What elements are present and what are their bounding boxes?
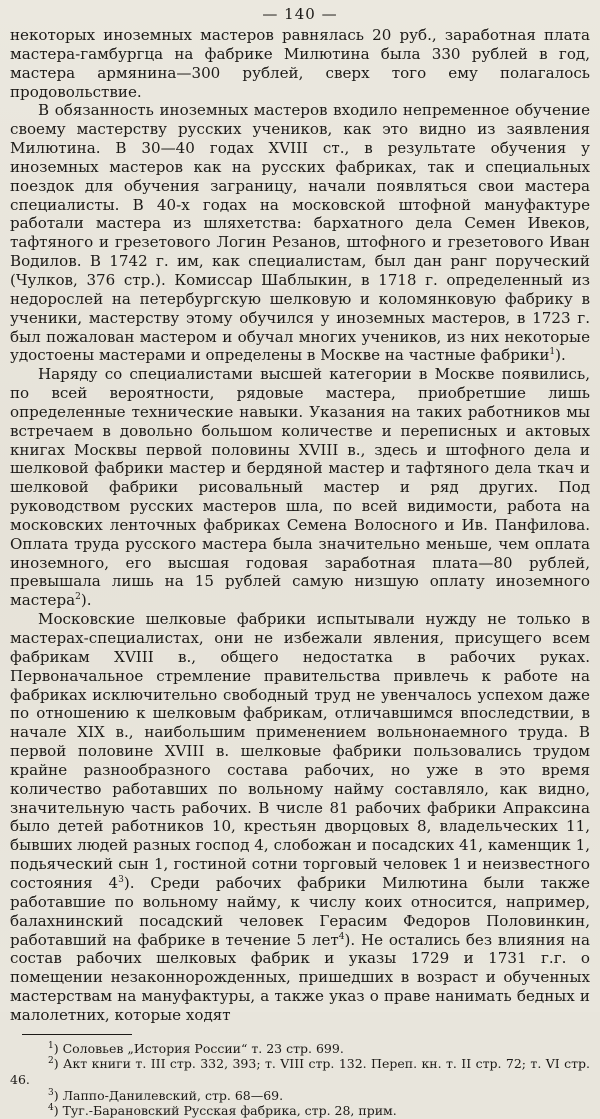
footnotes xyxy=(10,1041,590,1119)
footnote-2-text: ) Акт книги т. III стр. 332, 393; т. VIII стр. 132. Переп. кн. т. II стр. 72; т. VI стр. 46. xyxy=(10,1056,590,1087)
footnote-ref-2: 2 xyxy=(75,592,81,603)
paragraph-3-end: ). xyxy=(80,591,92,610)
footnote-2-mark: 2 xyxy=(48,1056,54,1067)
footnote-1-mark: 1 xyxy=(48,1040,54,1051)
footnote-3-text: ) Лаппо-Данилевский, стр. 68—69. xyxy=(53,1087,284,1103)
footnote-ref-3: 3 xyxy=(118,874,124,885)
footnote-ref-4: 4 xyxy=(338,931,345,942)
footnote-ref-1: 1 xyxy=(549,347,556,358)
paragraph-3-text: Наряду со специалистами высшей категории в Москве появились, по всей вероятности, рядовые мастера, приобретшие лишь определенные технические навыки. Указания на таких работников мы встречаем в довольно большом количестве и переписных и актовых книгах Москвы первой половины XVIII в., здесь и штофного дела и шелковой фабрики мастер и бердяной мастер и тафтяного дела ткач и шелковой фабрики рисовальный мастер и ряд других. Под руководством русских мастеров шла, по всей видимости, работа на московских ленточных фабриках Семена Волосного и Ив. Панфилова. Оплата труда русского мастера была значительно меньше, чем оплата иноземного, его высшая годовая заработная плата—80 рублей, превышала лишь на 15 рублей самую низшую оплату иноземного мастера xyxy=(10,365,590,610)
paragraph-3 xyxy=(10,365,590,610)
paragraph-4-end: ). Не остались без влияния на состав рабочих шелковых фабрик и указы 1729 и 1731 г.г. о помещении незаконнорожденных, пришедших в возраст и обученных мастерствам на мануфактуры, а также указ о праве нанимать бедных и малолетних, которые ходят xyxy=(10,930,590,1024)
footnote-3 xyxy=(10,1088,590,1104)
footnote-2 xyxy=(10,1056,590,1087)
footnote-1 xyxy=(10,1041,590,1057)
body-text xyxy=(10,26,590,1025)
paragraph-1 xyxy=(10,26,590,101)
footnote-4-text: ) Туг.-Барановский Русская фабрика, стр. 28, прим. xyxy=(53,1103,397,1119)
paragraph-4 xyxy=(10,610,590,1025)
paragraph-4-middle: ). Среди рабочих фабрики Милютина были также работавшие по вольному найму, к числу коих относится, например, балахнинский посадский человек Герасим Федоров Половинкин, работавший на фабрике в течение 5 лет xyxy=(10,873,590,949)
footnote-3-mark: 3 xyxy=(48,1087,54,1098)
paragraph-2-text: В обязанность иноземных мастеров входило непременное обучение своему мастерству русских учеников, как это видно из заявления Милютина. В 30—40 годах XVIII ст., в результате обучения у иноземных мастеров как на русских фабриках, так и специальных поездок для обучения заграницу, начали появляться свои мастера специалисты. В 40-х годах на московской штофной мануфактуре работали мастера из шляхетства: бархатного дела Семен Ивеков, тафтяного и грезетового Логин Резанов, штофного и грезетового Иван Водилов. В 1742 г. им, как специалистам, был дан ранг поруческий (Чулков, 376 стр.). Комиссар Шаблыкин, в 1718 г. определенный из недорослей на петербургскую шелковую и коломянковую фабрику в ученики, мастерству этому обучился у иноземных мастеров, в 1723 г. был пожалован мастером и обучал многих учеников, из них некоторые удостоены мастерами и определены в Москве на частные фабрики xyxy=(10,101,590,365)
paragraph-1-text: некоторых иноземных мастеров равнялась 20 руб., заработная плата мастера-гамбургца на фабрике Милютина была 330 рублей в год, мастера армянина—300 рублей, сверх того ему полагалось продовольствие. xyxy=(10,26,590,101)
footnote-1-text: ) Соловьев „История России“ т. 23 стр. 699. xyxy=(53,1040,344,1056)
paragraph-2-end: ). xyxy=(555,346,566,365)
page-number: — 140 — xyxy=(262,5,338,23)
footnote-4-mark: 4 xyxy=(48,1102,54,1113)
paragraph-4-text: Московские шелковые фабрики испытывали нужду не только в мастерах-специалистах, они не избежали явления, присущего всем фабрикам XVIII в., общего недостатка в рабочих руках. Первоначальное стремление правительства привлечь к работе на фабриках исключительно свободный труд не увенчалось успехом даже по отношению к шелковым фабрикам, отличавшимся впоследствии, в начале XIX в., наибольшим применением вольнонаемного труда. В первой половине XVIII в. шелковые фабрики пользовались трудом крайне разнообразного состава рабочих, но уже в это время количество работавших по вольному найму составляло, как видно, значительную часть рабочих. В числе 81 рабочих фабрики Апраксина было детей работников 10, крестьян дворцовых 8, владельческих 11, бывших людей разных господ 4, слобожан и посадских 41, каменщик 1, подьяческий сын 1, гостиной сотни торговый человек 1 и неизвестного состояния 4 xyxy=(10,610,590,892)
paragraph-2 xyxy=(10,101,590,365)
footnote-4 xyxy=(10,1103,590,1119)
footnote-divider xyxy=(22,1034,132,1035)
